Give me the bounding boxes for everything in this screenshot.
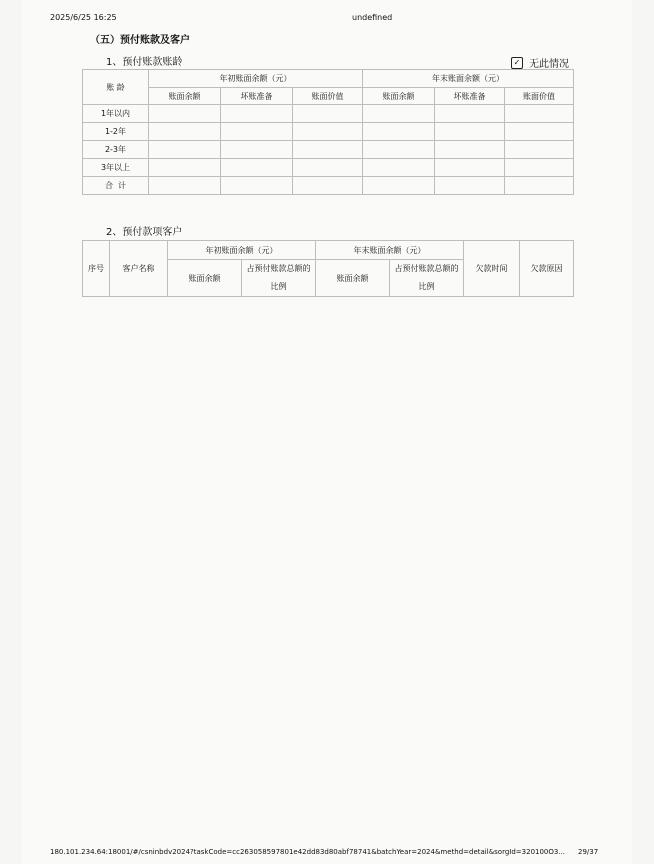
- table-cell: [435, 159, 505, 177]
- group-begin-header: 年初账面余额（元）: [149, 70, 363, 88]
- table-row-total: [83, 177, 574, 195]
- sub-col-header: 账面余额: [149, 88, 221, 105]
- table-cell: [293, 177, 363, 195]
- no-such-case-label: 无此情况: [529, 59, 569, 70]
- section-title: （五）预付账款及客户: [90, 35, 190, 46]
- row-label: 1年以内: [83, 105, 149, 123]
- sub-col-header: 账面余额: [363, 88, 435, 105]
- table-cell: [221, 105, 293, 123]
- table-cell: [363, 105, 435, 123]
- row-label: 3年以上: [83, 159, 149, 177]
- group-begin-header: 年初账面余额（元）: [168, 241, 316, 260]
- aging-table: [82, 69, 574, 195]
- customer-table: [82, 240, 574, 297]
- print-datetime: 2025/6/25 16:25: [50, 13, 117, 22]
- table-cell: [363, 141, 435, 159]
- table-cell: [149, 177, 221, 195]
- sub-col-ratio: [242, 260, 316, 297]
- no-such-case-option[interactable]: [511, 55, 569, 70]
- table-cell: [505, 141, 574, 159]
- table-cell: [363, 177, 435, 195]
- col-age-header: 账 龄: [83, 70, 149, 105]
- sub-col-ratio: [390, 260, 464, 297]
- table-cell: [221, 123, 293, 141]
- sub-col-header: 坏账准备: [221, 88, 293, 105]
- table-cell: [363, 123, 435, 141]
- check-icon: ✓: [513, 57, 521, 67]
- table-cell: [505, 159, 574, 177]
- table-cell: [221, 177, 293, 195]
- table-cell: [293, 141, 363, 159]
- row-label: 合 计: [83, 177, 149, 195]
- table-cell: [293, 105, 363, 123]
- table-row: [83, 105, 574, 123]
- row-label: 1-2年: [83, 123, 149, 141]
- page-url: 180.101.234.64:18001/#/csninbdv2024?taskCode=cc263058597801e42dd83d80abf78741&batchYear=2024&methd=detail&sorgId=320100O3...: [50, 848, 566, 856]
- group-end-header: 年末账面余额（元）: [363, 70, 574, 88]
- page-number: 29/37: [578, 848, 599, 856]
- print-title: undefined: [352, 13, 393, 22]
- table-cell: [435, 177, 505, 195]
- checkbox[interactable]: [511, 57, 523, 69]
- table-row: [83, 159, 574, 177]
- table-cell: [149, 141, 221, 159]
- col-no-header: 序号: [83, 241, 110, 297]
- table-row: [83, 123, 574, 141]
- table-cell: [221, 159, 293, 177]
- row-label: 2-3年: [83, 141, 149, 159]
- table-cell: [435, 105, 505, 123]
- table-cell: [149, 123, 221, 141]
- sub-col-balance: 账面余额: [168, 260, 242, 297]
- col-debt-reason-header: 欠款原因: [520, 241, 574, 297]
- sub-col-balance: 账面余额: [316, 260, 390, 297]
- table-cell: [505, 177, 574, 195]
- table-cell: [505, 105, 574, 123]
- col-debt-time-header: 欠款时间: [464, 241, 520, 297]
- col-customer-name-header: 客户名称: [110, 241, 168, 297]
- table-cell: [149, 159, 221, 177]
- table-row: [83, 141, 574, 159]
- table-cell: [293, 123, 363, 141]
- table-cell: [221, 141, 293, 159]
- subtitle-prepayment-aging: 1、预付账款账龄: [106, 57, 183, 68]
- ratio-line2: 比例: [270, 282, 287, 291]
- group-end-header: 年末账面余额（元）: [316, 241, 464, 260]
- subtitle-prepayment-customers: 2、预付款项客户: [106, 227, 183, 238]
- sub-col-header: 坏账准备: [435, 88, 505, 105]
- table-cell: [435, 123, 505, 141]
- table-cell: [363, 159, 435, 177]
- table-cell: [505, 123, 574, 141]
- sub-col-header: 账面价值: [505, 88, 574, 105]
- sub-col-header: 账面价值: [293, 88, 363, 105]
- table-cell: [293, 159, 363, 177]
- table-cell: [435, 141, 505, 159]
- ratio-line1: 占预付账款总额的: [246, 264, 311, 273]
- ratio-line1: 占预付账款总额的: [394, 264, 459, 273]
- table-cell: [149, 105, 221, 123]
- ratio-line2: 比例: [418, 282, 435, 291]
